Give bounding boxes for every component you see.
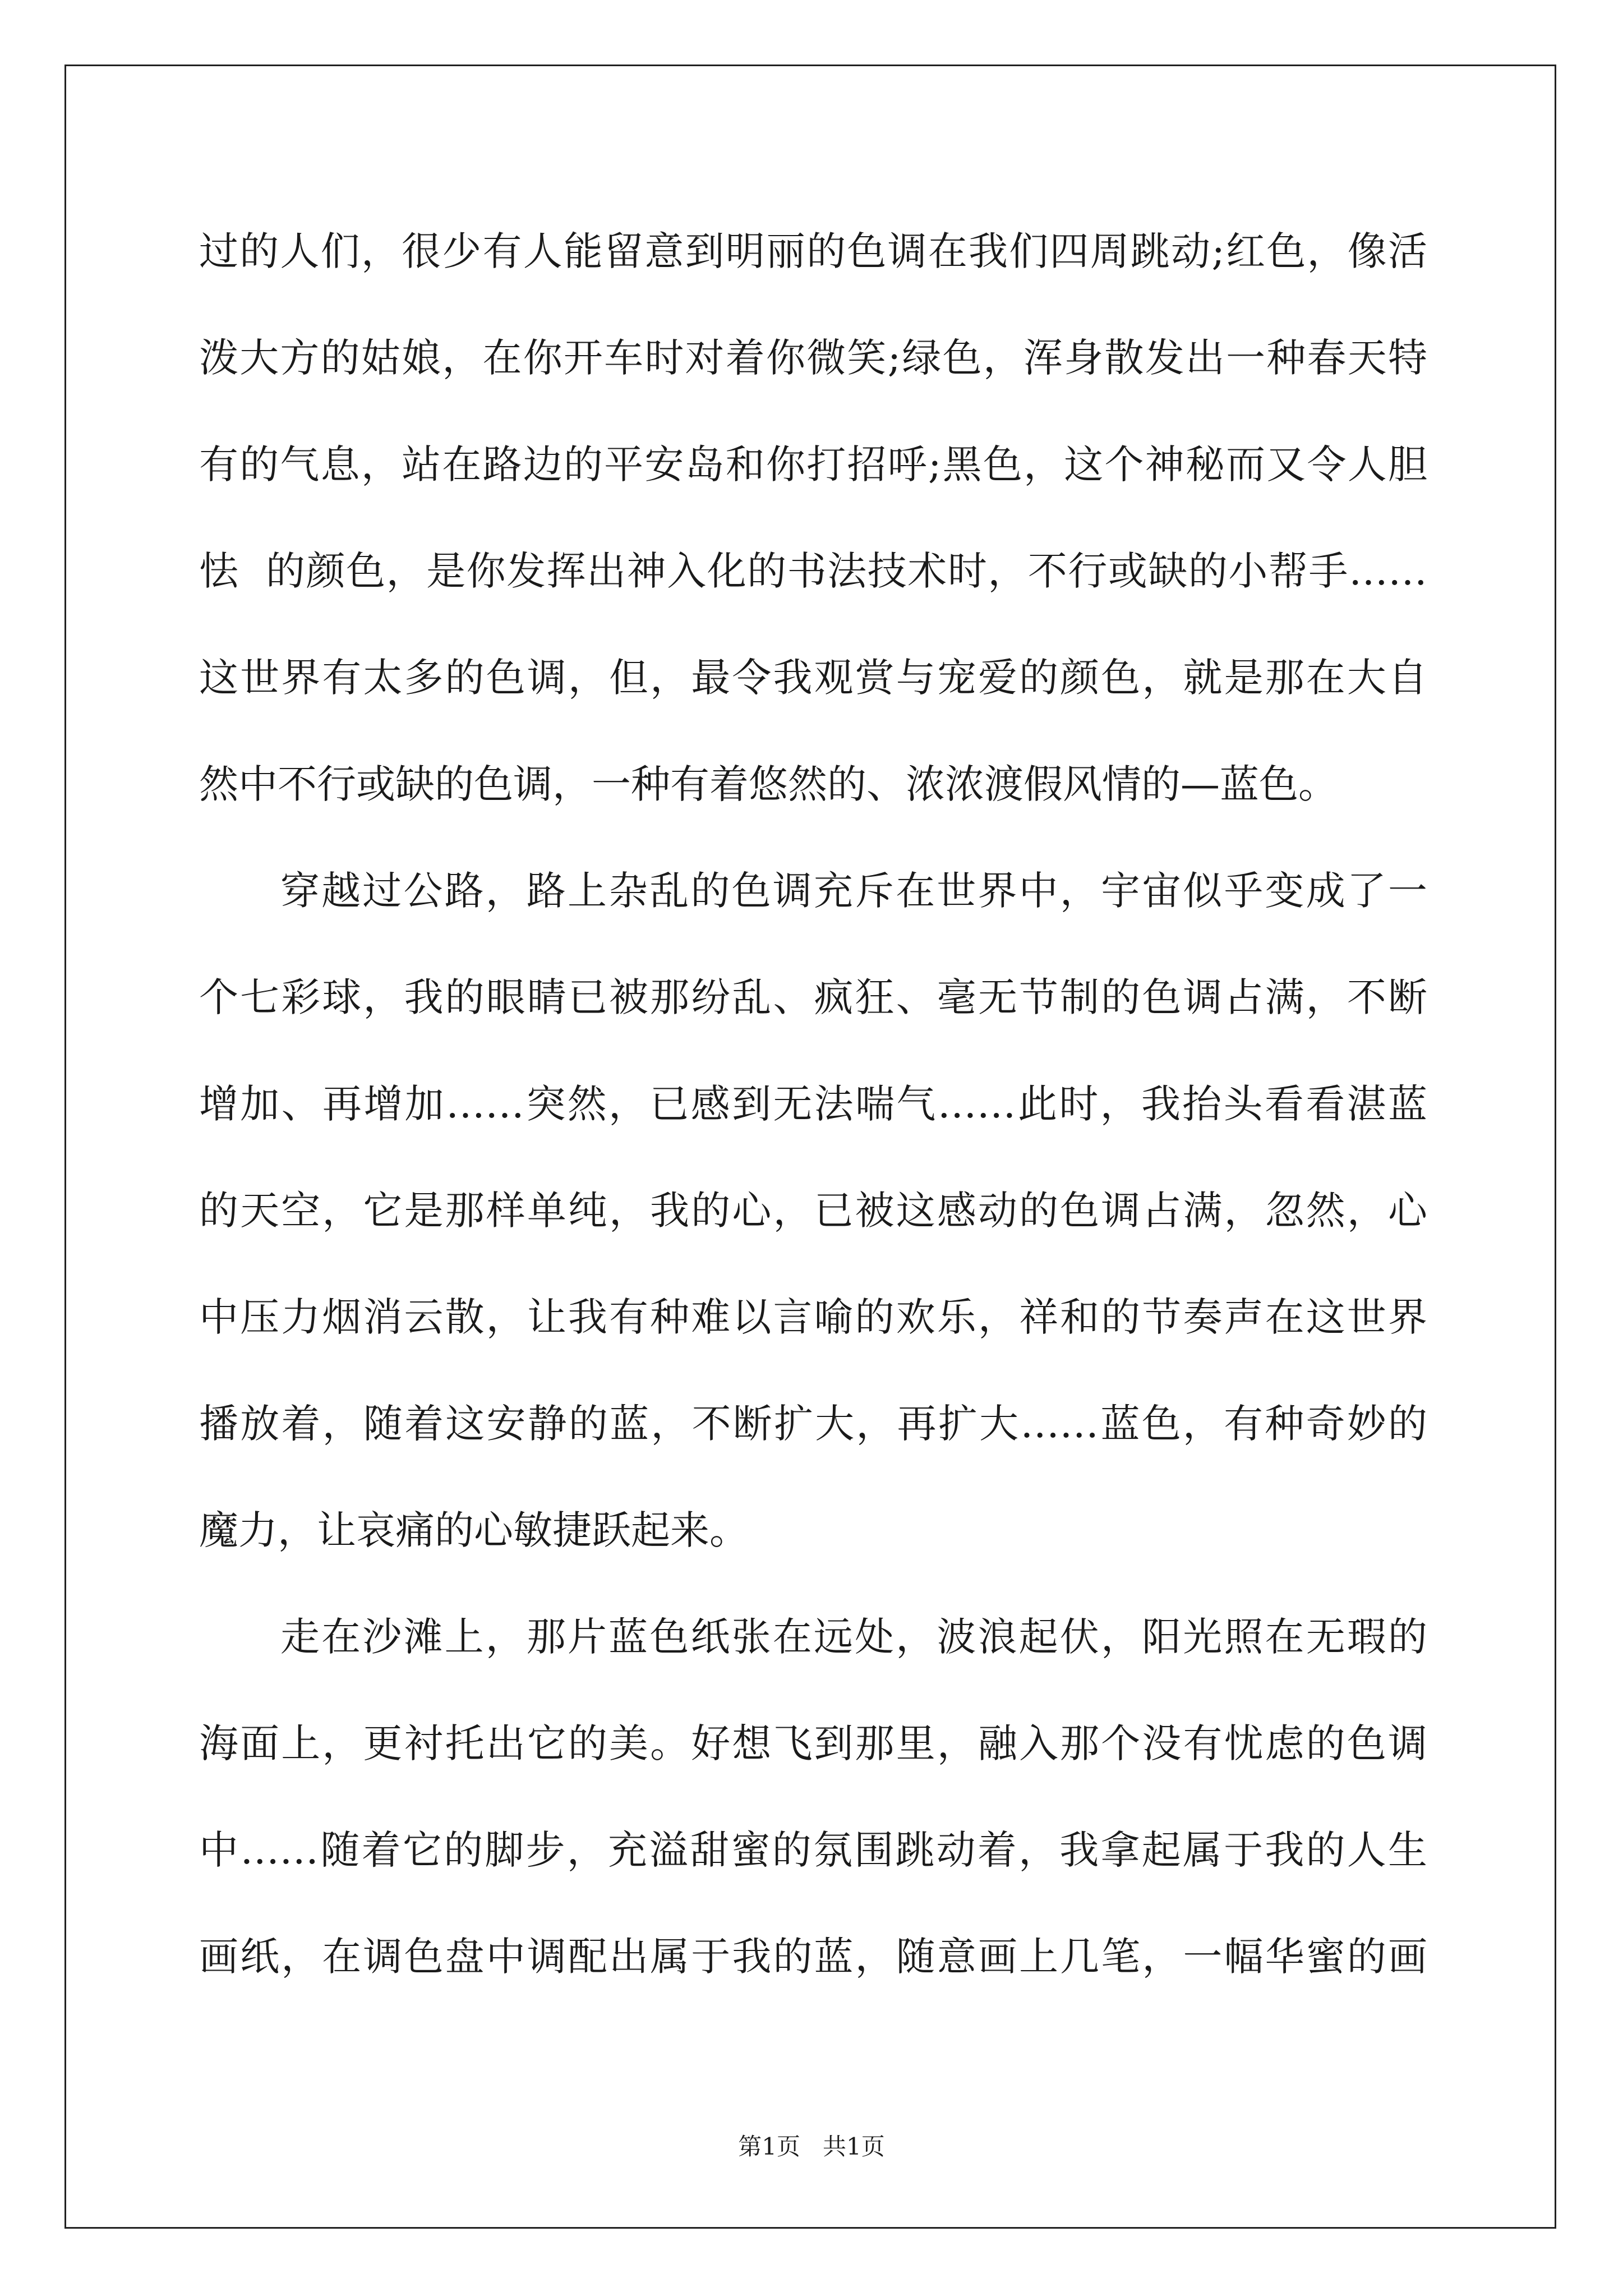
paragraph-2-line-1: 穿越过公路，路上杂乱的色调充斥在世界中，宇宙似乎变成了一 — [280, 868, 1427, 914]
paragraph-1-line-3: 有的气息，站在路边的平安岛和你打招呼;黑色，这个神秘而又令人胆 — [199, 441, 1427, 487]
paragraph-1-line-4: 怯 的颜色，是你发挥出神入化的书法技术时，不行或缺的小帮手…… — [199, 548, 1427, 594]
paragraph-2-line-6: 播放着，随着这安静的蓝，不断扩大，再扩大……蓝色，有种奇妙的 — [199, 1401, 1427, 1447]
paragraph-2-line-5: 中压力烟消云散，让我有种难以言喻的欢乐，祥和的节奏声在这世界 — [199, 1294, 1427, 1340]
paragraph-2-line-4: 的天空，它是那样单纯，我的心，已被这感动的色调占满，忽然，心 — [199, 1188, 1427, 1234]
paragraph-3-line-3: 中……随着它的脚步，充溢甜蜜的氛围跳动着，我拿起属于我的人生 — [199, 1827, 1427, 1873]
document-body — [199, 198, 1427, 2010]
paragraph-1-line-5: 这世界有太多的色调，但，最令我观赏与宠爱的颜色，就是那在大自 — [199, 655, 1427, 701]
paragraph-3-line-4: 画纸，在调色盘中调配出属于我的蓝，随意画上几笔，一幅华蜜的画 — [199, 1934, 1427, 1980]
paragraph-1-line-1: 过的人们，很少有人能留意到明丽的色调在我们四周跳动;红色，像活 — [199, 228, 1427, 274]
page-number-footer: 第1页 共1页 — [738, 2133, 885, 2160]
paragraph-2-line-2: 个七彩球，我的眼睛已被那纷乱、疯狂、毫无节制的色调占满，不断 — [199, 974, 1427, 1020]
paragraph-1-line-2: 泼大方的姑娘，在你开车时对着你微笑;绿色，浑身散发出一种春天特 — [199, 335, 1427, 381]
paragraph-3-line-2: 海面上，更衬托出它的美。好想飞到那里，融入那个没有忧虑的色调 — [199, 1720, 1427, 1766]
paragraph-2-line-3: 增加、再增加……突然，已感到无法喘气……此时，我抬头看看湛蓝 — [199, 1081, 1427, 1127]
paragraph-1-line-6: 然中不行或缺的色调，一种有着悠然的、浓浓渡假风情的—蓝色。 — [199, 761, 1338, 807]
paragraph-3-line-1: 走在沙滩上，那片蓝色纸张在远处，波浪起伏，阳光照在无瑕的 — [280, 1614, 1427, 1660]
paragraph-2-line-7: 魔力，让哀痛的心敏捷跃起来。 — [199, 1507, 749, 1553]
